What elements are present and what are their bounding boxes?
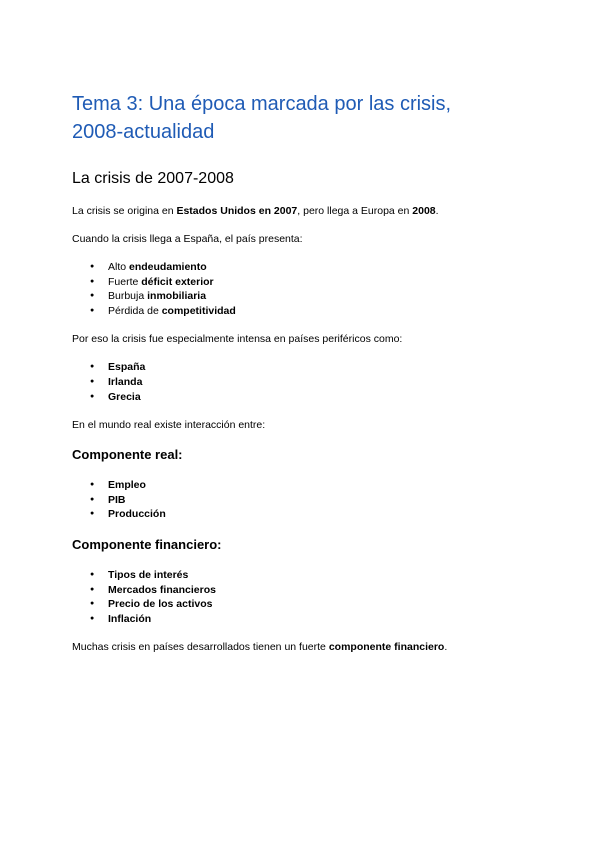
list-item-bold: Producción [108, 508, 166, 521]
list-item-prefix: Fuerte [108, 275, 142, 288]
list-item-bold: España [108, 361, 146, 374]
intro-bold-2: 2008 [412, 205, 436, 217]
closing-paragraph [72, 640, 532, 654]
list-item [108, 478, 532, 493]
document-page [72, 90, 532, 654]
list-item [108, 612, 532, 627]
financial-component-list [72, 568, 532, 626]
document-title [72, 90, 532, 146]
list-item-prefix: Pérdida de [108, 304, 162, 317]
spain-conditions-list [72, 260, 532, 318]
title-line-1: Tema 3: Una época marcada por las crisis, [72, 93, 452, 115]
list-item [108, 583, 532, 598]
closing-text-2: . [444, 641, 448, 654]
list-item-prefix: Alto [108, 261, 130, 273]
intro-text-2: , pero llega a Europa en [297, 205, 413, 217]
list-item-bold: Tipos de interés [108, 568, 189, 581]
section-heading: La crisis de 2007-2008 [72, 170, 234, 187]
real-component-heading: Componente real: [72, 447, 183, 463]
closing-text-1: Muchas crisis en países desarrollados tienen un fuerte [72, 641, 329, 654]
list-item-bold: endeudamiento [129, 261, 207, 273]
list-item [108, 275, 532, 290]
title-line-2: 2008-actualidad [72, 121, 215, 143]
list-item [108, 289, 532, 304]
list-item [108, 597, 532, 612]
list-item-bold: Grecia [108, 390, 141, 403]
list-item [108, 390, 532, 405]
peripheral-intro-paragraph: Por eso la crisis fue especialmente intensa en países periféricos como: [72, 333, 403, 346]
intro-text-1: La crisis se origina en [72, 205, 177, 217]
list-item-bold: inmobiliaria [147, 290, 207, 303]
list-item-bold: Precio de los activos [108, 598, 213, 611]
list-item-bold: competitividad [161, 304, 236, 317]
list-item [108, 304, 532, 319]
real-component-list [72, 478, 532, 522]
list-item-bold: PIB [108, 493, 126, 506]
intro-bold-1: Estados Unidos en 2007 [176, 205, 298, 217]
interaction-intro-paragraph: En el mundo real existe interacción entre: [72, 419, 266, 432]
intro-text-3: . [435, 205, 439, 217]
spain-intro-paragraph: Cuando la crisis llega a España, el país presenta: [72, 233, 303, 245]
list-item-bold: déficit exterior [141, 275, 214, 288]
list-item-prefix: Burbuja [108, 290, 148, 303]
list-item-bold: Mercados financieros [108, 583, 216, 596]
list-item-bold: Inflación [108, 612, 152, 625]
list-item-bold: Irlanda [108, 375, 143, 388]
list-item [108, 360, 532, 375]
peripheral-countries-list [72, 360, 532, 404]
list-item [108, 375, 532, 390]
intro-paragraph [72, 204, 532, 218]
list-item [108, 507, 532, 522]
list-item [108, 260, 532, 275]
financial-component-heading: Componente financiero: [72, 536, 222, 552]
list-item [108, 568, 532, 583]
list-item-bold: Empleo [108, 479, 146, 492]
list-item [108, 493, 532, 508]
closing-bold-1: componente financiero [328, 641, 445, 654]
